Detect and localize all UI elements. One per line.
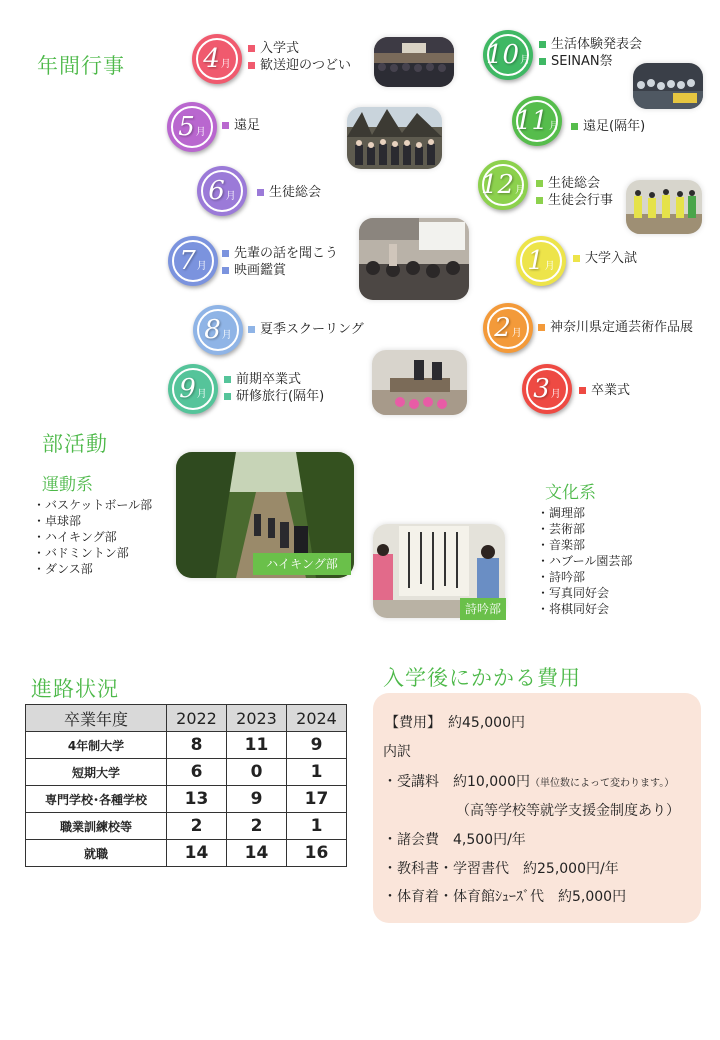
table-header-cell: 2023: [227, 705, 287, 732]
events-july: [222, 245, 338, 279]
list-item: ・音楽部: [537, 538, 586, 552]
bullet-square: [538, 324, 545, 331]
events-january: [573, 250, 637, 267]
month-unit: 月: [520, 55, 531, 66]
month-number: 5: [178, 112, 195, 142]
month-unit: 月: [196, 389, 207, 400]
bullet-square: [248, 326, 255, 333]
list-item: ・卓球部: [33, 514, 82, 528]
table-cell: 17: [287, 786, 347, 813]
festival-photo: [633, 63, 703, 109]
bullet-square: [536, 180, 543, 187]
month-badge-3: [522, 364, 572, 414]
table-cell: 2: [167, 813, 227, 840]
table-cell: 1: [287, 759, 347, 786]
fees-textbooks: ・教科書・学習書代 約25,000円/年: [383, 861, 619, 877]
bullet-square: [224, 393, 231, 400]
list-item: ・調理部: [537, 506, 586, 520]
events-june: [257, 184, 321, 201]
table-cell: 1: [287, 813, 347, 840]
month-number: 7: [179, 246, 196, 276]
bullet-square: [571, 123, 578, 130]
month-unit: 月: [225, 191, 236, 202]
list-item: ・バドミントン部: [33, 546, 129, 560]
table-row: [26, 759, 347, 786]
month-number: 1: [527, 246, 544, 276]
table-cell: 11: [227, 732, 287, 759]
month-unit: 月: [544, 261, 555, 272]
list-item: ・詩吟部: [537, 570, 586, 584]
list-item: ・ハブール園芸部: [537, 554, 633, 568]
month-badge-11: [512, 96, 562, 146]
list-item: ・ハイキング部: [33, 530, 117, 544]
lecture-photo: [359, 218, 469, 300]
event-item: 映画鑑賞: [222, 262, 338, 279]
fees-tuition-note: （単位数によって変わります。）: [530, 778, 675, 789]
table-cell: 14: [227, 840, 287, 867]
table-row: [26, 732, 347, 759]
fees-breakdown-label: 内訳: [383, 744, 411, 760]
event-item: 歓送迎のつどい: [248, 57, 351, 74]
events-september: [224, 371, 324, 405]
event-item: 入学式: [248, 40, 351, 57]
event-item: 大学入試: [573, 250, 637, 267]
month-unit: 月: [549, 121, 560, 132]
table-header-cell: 2024: [287, 705, 347, 732]
month-unit: 月: [221, 330, 232, 341]
bullet-square: [573, 255, 580, 262]
row-label: 職業訓練校等: [26, 813, 167, 840]
table-row: [26, 840, 347, 867]
row-label: 就職: [26, 840, 167, 867]
events-february: [538, 319, 693, 336]
shigin-club-label: 詩吟部: [460, 598, 506, 620]
table-cell: 16: [287, 840, 347, 867]
month-unit: 月: [511, 328, 522, 339]
bullet-square: [222, 250, 229, 257]
event-item: 神奈川県定通芸術作品展: [538, 319, 693, 336]
event-item: SEINAN祭: [539, 53, 642, 70]
events-april: [248, 40, 351, 74]
month-unit: 月: [515, 185, 526, 196]
list-item: ・ダンス部: [33, 562, 93, 576]
bullet-square: [539, 58, 546, 65]
clubs-title: 部活動: [42, 432, 108, 456]
month-unit: 月: [220, 59, 231, 70]
fees-support-note: （高等学校等就学支援金制度あり）: [456, 803, 680, 819]
list-item: ・芸術部: [537, 522, 586, 536]
table-cell: 8: [167, 732, 227, 759]
row-label: 専門学校･各種学校: [26, 786, 167, 813]
table-cell: 2: [227, 813, 287, 840]
month-number: 12: [480, 170, 515, 200]
bullet-square: [224, 376, 231, 383]
event-item: 遠足: [222, 117, 260, 134]
month-number: 2: [494, 313, 511, 343]
event-item: 生活体験発表会: [539, 36, 642, 53]
table-cell: 13: [167, 786, 227, 813]
fees-title: 入学後にかかる費用: [383, 666, 581, 690]
table-header-cell: 2022: [167, 705, 227, 732]
list-item: ・写真同好会: [537, 586, 610, 600]
month-unit: 月: [195, 127, 206, 138]
event-item: 生徒会行事: [536, 192, 613, 209]
hiking-club-label: ハイキング部: [253, 553, 351, 575]
table-cell: 14: [167, 840, 227, 867]
row-label: 短期大学: [26, 759, 167, 786]
events-october: [539, 36, 642, 70]
month-badge-12: [478, 160, 528, 210]
month-unit: 月: [196, 261, 207, 272]
events-august: [248, 321, 364, 338]
bullet-square: [257, 189, 264, 196]
month-badge-2: [483, 303, 533, 353]
student-council-photo: [626, 180, 702, 234]
bullet-square: [222, 267, 229, 274]
list-item: ・将棋同好会: [537, 602, 610, 616]
sports-clubs-title: 運動系: [42, 475, 93, 495]
table-cell: 6: [167, 759, 227, 786]
event-item: 卒業式: [579, 382, 630, 399]
event-item: 研修旅行(隔年): [224, 388, 324, 405]
event-item: 先輩の話を聞こう: [222, 245, 338, 262]
month-unit: 月: [550, 389, 561, 400]
event-item: 生徒総会: [536, 175, 613, 192]
career-title: 進路状況: [31, 677, 119, 701]
month-badge-5: [167, 102, 217, 152]
event-item: 生徒総会: [257, 184, 321, 201]
month-badge-9: [168, 364, 218, 414]
events-november: [571, 118, 645, 135]
month-badge-8: [193, 305, 243, 355]
career-table: [25, 704, 347, 867]
event-item: 遠足(隔年): [571, 118, 645, 135]
table-row: [26, 786, 347, 813]
bullet-square: [248, 62, 255, 69]
month-badge-4: [192, 34, 242, 84]
bullet-square: [579, 387, 586, 394]
month-number: 4: [203, 44, 220, 74]
table-cell: 0: [227, 759, 287, 786]
month-badge-10: [483, 30, 533, 80]
events-december: [536, 175, 613, 209]
excursion-photo: [347, 107, 442, 169]
month-number: 9: [179, 374, 196, 404]
culture-club-list: [537, 505, 632, 617]
table-header-row: [26, 705, 347, 732]
table-cell: 9: [287, 732, 347, 759]
fees-total: 【費用】 約45,000円: [385, 715, 525, 731]
table-row: [26, 813, 347, 840]
event-item: 夏季スクーリング: [248, 321, 364, 338]
events-march: [579, 382, 630, 399]
list-item: ・バスケットボール部: [33, 498, 153, 512]
month-badge-1: [516, 236, 566, 286]
bullet-square: [248, 45, 255, 52]
table-cell: 9: [227, 786, 287, 813]
month-badge-inner: [196, 38, 238, 80]
month-number: 11: [514, 106, 549, 136]
bullet-square: [222, 122, 229, 129]
annual-events-title: 年間行事: [37, 54, 125, 78]
month-badge-7: [168, 236, 218, 286]
month-number: 6: [208, 176, 225, 206]
fees-pe-wear: ・体育着・体育館ｼｭｰｽﾞ代 約5,000円: [383, 889, 627, 905]
graduation-photo: [372, 350, 467, 415]
table-header-cell: 卒業年度: [26, 705, 167, 732]
month-number: 10: [485, 40, 520, 70]
fees-tuition: ・受講料 約10,000円（単位数によって変わります。）: [383, 774, 675, 790]
culture-clubs-title: 文化系: [545, 483, 596, 503]
sports-club-list: [33, 497, 152, 577]
events-may: [222, 117, 260, 134]
fees-association: ・諸会費 4,500円/年: [383, 832, 526, 848]
month-number: 8: [204, 315, 221, 345]
bullet-square: [539, 41, 546, 48]
row-label: 4年制大学: [26, 732, 167, 759]
entrance-ceremony-photo: [374, 37, 454, 87]
month-badge-6: [197, 166, 247, 216]
month-number: 3: [533, 374, 550, 404]
bullet-square: [536, 197, 543, 204]
event-item: 前期卒業式: [224, 371, 324, 388]
